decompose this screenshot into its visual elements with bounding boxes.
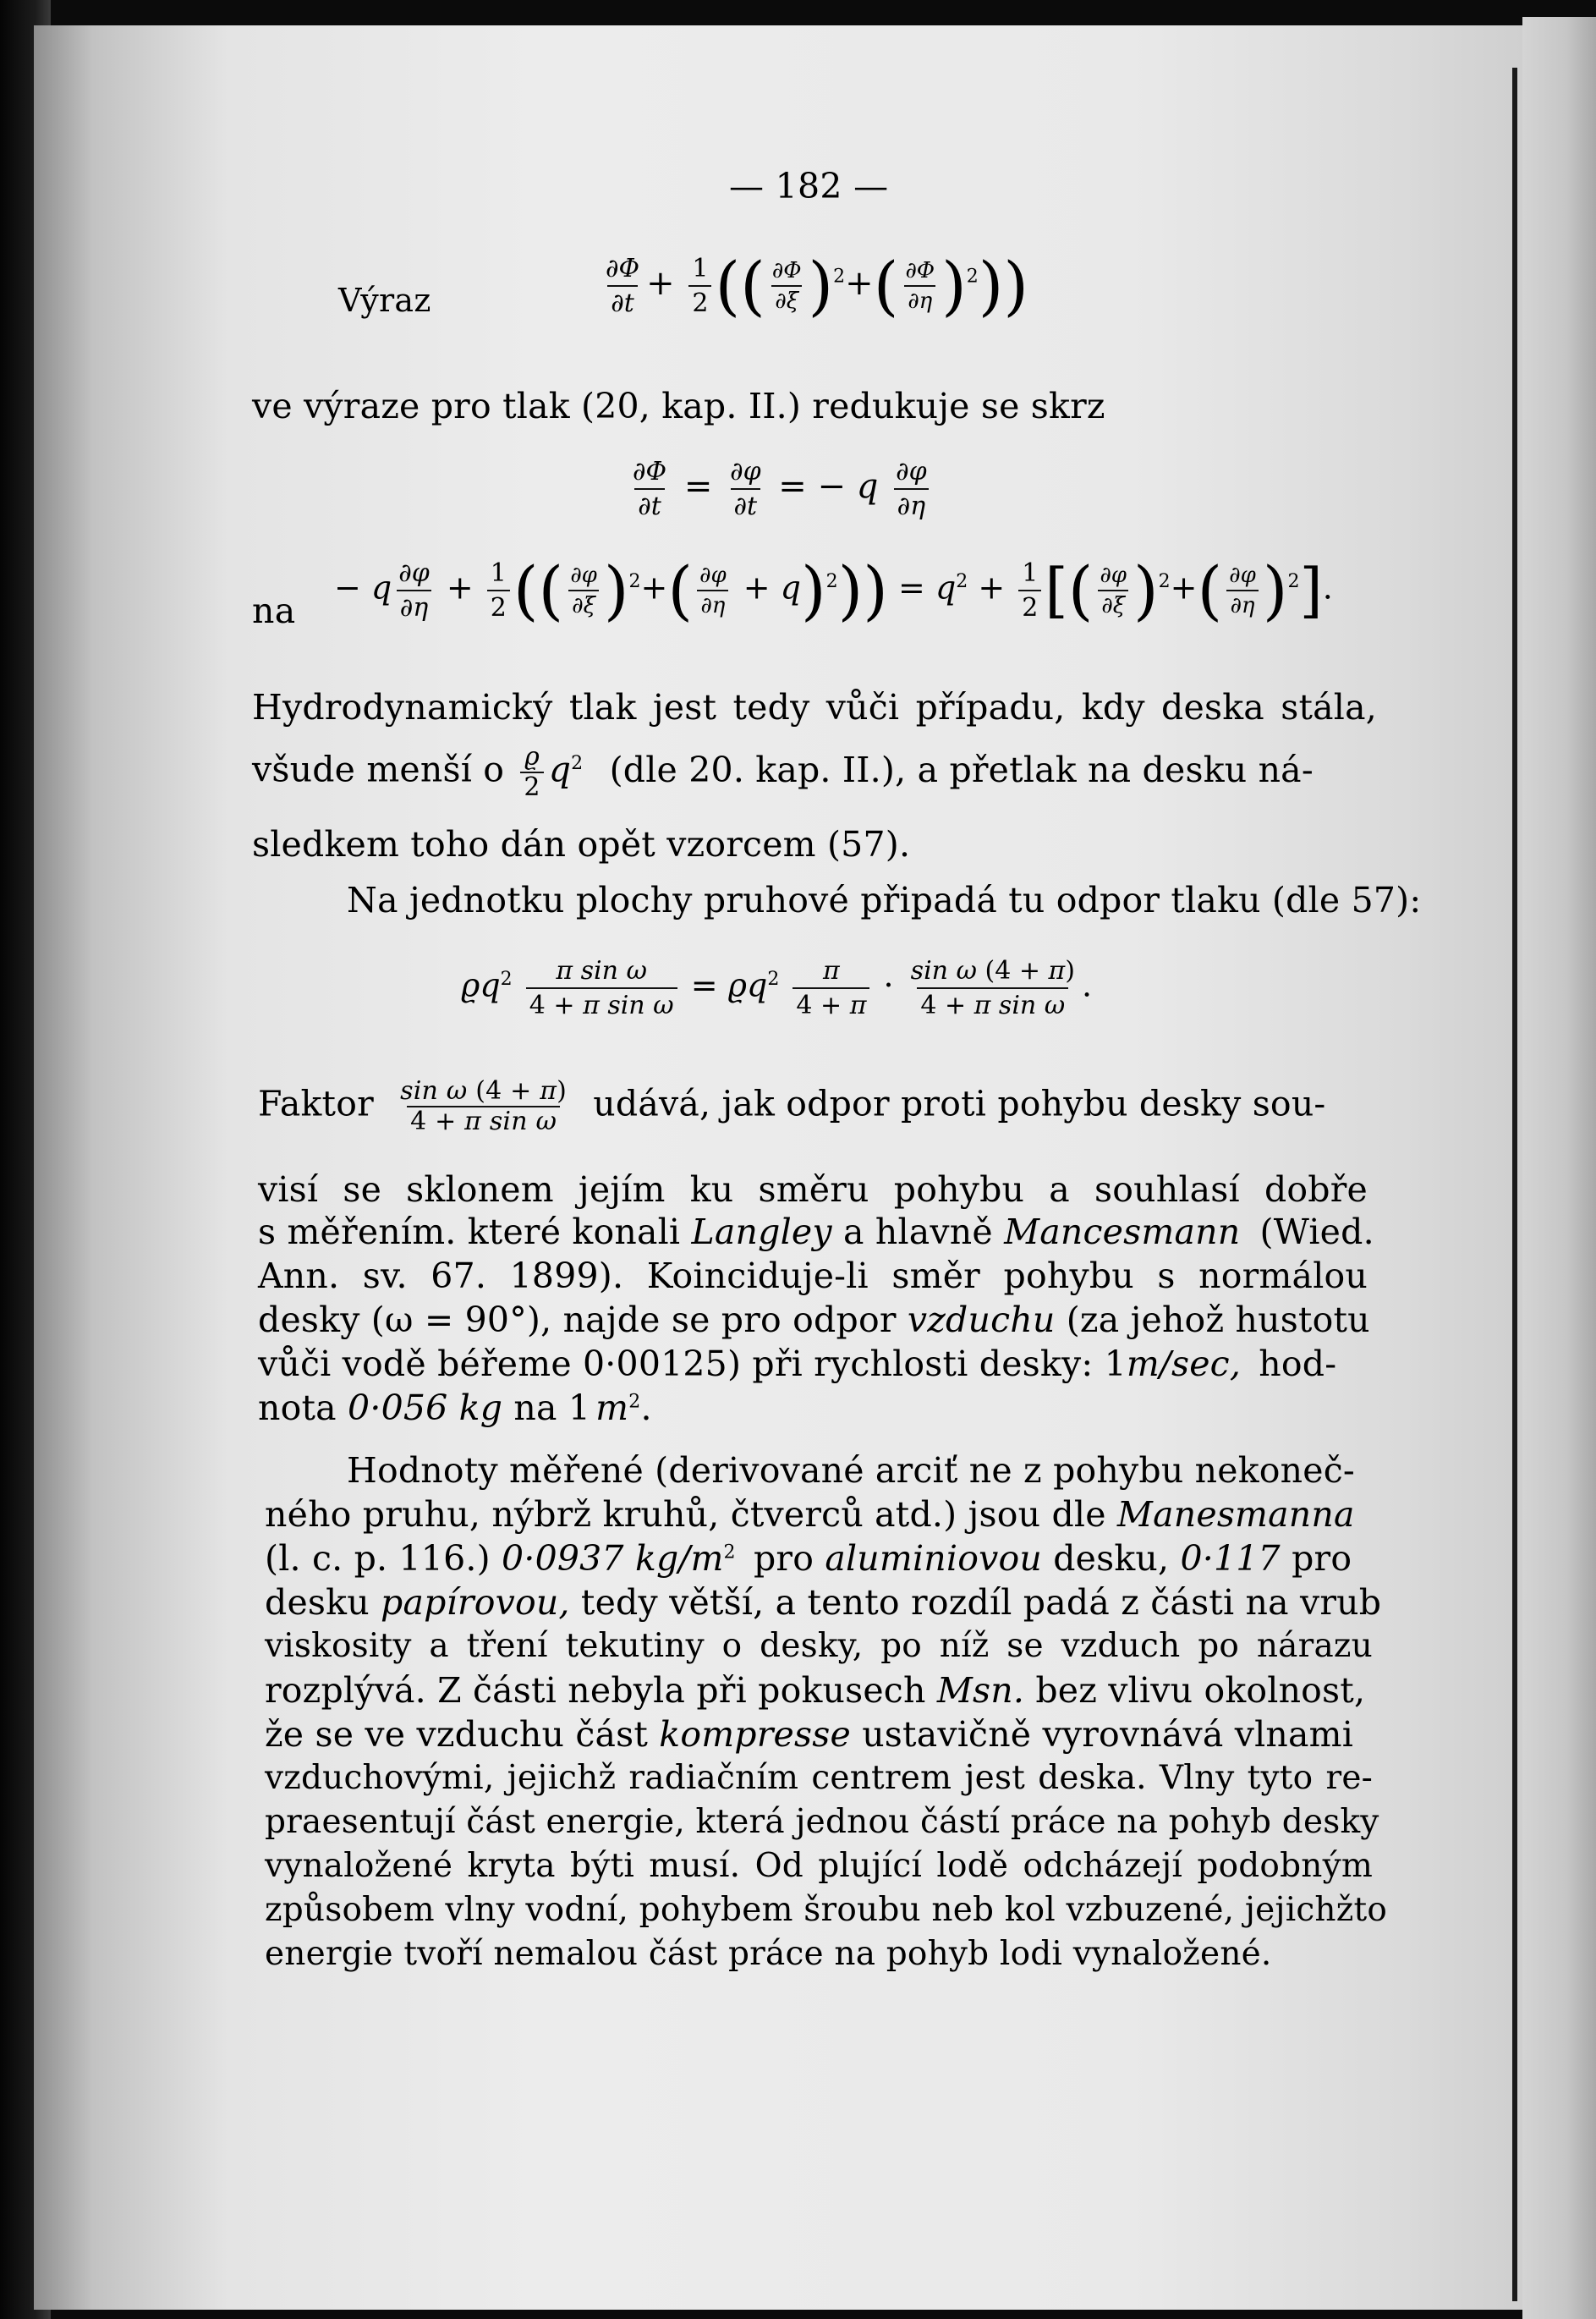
- text-line: visí se sklonem jejím ku směru pohybu a souhlasí dobře: [258, 1169, 1368, 1210]
- text-fragment: ustavičně vyrovnává vlnami: [862, 1714, 1354, 1755]
- value: 0·056 kg: [348, 1388, 503, 1428]
- text-fragment: udává, jak odpor proti pohybu desky sou-: [593, 1083, 1326, 1124]
- text-fragment: ného pruhu, nýbrž kruhů, čtverců atd.) jsou dle: [265, 1494, 1106, 1535]
- text-line: [258, 1212, 1374, 1252]
- emphasis: aluminiovou: [825, 1538, 1042, 1579]
- text-fragment: (za jehož hustotu: [1066, 1300, 1370, 1340]
- formula-resistance: $ϱq^2$ $\frac{\text{π sin ω}}{\text{4 + π sin ω}}$ = $ϱq^2$ $\frac{\pi}{4 + \pi}$ · $\frac{\text{sin ω (4 + π)}}{\text{4 + π sin ω}}$ .: [461, 956, 1093, 1020]
- unit: m/sec,: [1126, 1344, 1242, 1384]
- emphasis: papírovou,: [381, 1582, 570, 1623]
- author-name: Mancesmann: [1004, 1212, 1241, 1252]
- text-line: všude menší o $\frac{ϱ}{2}$ $q^2$ (dle 20. kap. II.), a přetlak na desku ná-: [252, 742, 1314, 802]
- text-line: [265, 1494, 1355, 1535]
- text-fragment: Faktor: [258, 1083, 374, 1124]
- rho-half-fraction: $\frac{ϱ}{2}$: [520, 745, 543, 800]
- text-fragment: bez vlivu okolnost,: [1035, 1670, 1366, 1711]
- text-line: [265, 1582, 1382, 1623]
- text-fragment: že se ve vzduchu část: [265, 1714, 649, 1755]
- text-line: energie tvoří nemalou část práce na pohyb lodi vynaložené.: [265, 1935, 1272, 1973]
- text-line: Hydrodynamický tlak jest tedy vůči případu, kdy deska stála,: [252, 687, 1377, 728]
- text-fragment: (Wied.: [1259, 1212, 1374, 1252]
- text-line: nota 0·056 kg na 1 $m^2$.: [258, 1388, 652, 1428]
- text-line: Ann. sv. 67. 1899). Koinciduje-li směr pohybu s normálou: [258, 1256, 1368, 1296]
- text-fragment: rozplývá. Z části nebyla při pokusech: [265, 1670, 926, 1711]
- text-line: [258, 1300, 1370, 1340]
- unit: m: [595, 1388, 629, 1428]
- text-line: Na jednotku plochy pruhové připadá tu odpor tlaku (dle 57):: [347, 880, 1422, 920]
- text-line: [265, 1670, 1366, 1711]
- text-line: způsobem vlny vodní, pohybem šroubu neb kol vzbuzené, jejichžto: [265, 1891, 1388, 1929]
- text-line: [258, 1076, 1326, 1136]
- text-line: vynaložené kryta býti musí. Od plující lodě odcházejí podobným: [265, 1847, 1373, 1885]
- page-binding-edge: [1512, 68, 1517, 2301]
- text-line: ve výraze pro tlak (20, kap. II.) redukuje se skrz: [252, 386, 1105, 426]
- text-line: [265, 1714, 1354, 1755]
- adjacent-page-edge: [1522, 17, 1596, 2319]
- formula-label: Výraz: [338, 282, 431, 319]
- text-fragment: a hlavně: [842, 1212, 993, 1252]
- formula-pressure-expansion: − q $\frac{\partial\varphi}{\partial\eta}$ + $\frac{1}{2}$ (( $\frac{\partial\varphi}{\partial\xi}$ )$^2$+( $\frac{\partial\varphi}{\partial\eta}$ + $q)^2)) = q^2$ + $\frac{1}{2}$ [( $\frac{\partial\varphi}{\partial\xi}$ )$^2$+( $\frac{\partial\varphi}{\partial\eta}$ )$^2$].: [334, 552, 1333, 628]
- text-fragment: pro: [753, 1538, 814, 1579]
- text-fragment: (dle 20. kap. II.), a přetlak na desku ná-: [609, 749, 1314, 790]
- text-fragment: (l. c. p. 116.): [265, 1538, 491, 1579]
- text-fragment: pro: [1292, 1538, 1352, 1579]
- emphasis: vzduchu: [907, 1300, 1056, 1340]
- text-line: praesentují část energie, která jednou částí práce na pohyb desky: [265, 1803, 1379, 1841]
- author-name: Langley: [691, 1212, 832, 1252]
- text-fragment: na 1: [513, 1388, 591, 1428]
- text-line: Hodnoty měřené (derivované arciť ne z pohybu nekoneč-: [347, 1450, 1355, 1491]
- abbreviation: Msn.: [936, 1670, 1025, 1711]
- emphasis: kompresse: [659, 1714, 851, 1755]
- text-line: vzduchovými, jejichž radiačním centrem jest deska. Vlny tyto re-: [265, 1759, 1373, 1797]
- value: 0·117: [1180, 1538, 1281, 1579]
- text-line: viskosity a tření tekutiny o desky, po níž se vzduch po nárazu: [265, 1627, 1373, 1665]
- page-number: — 182 —: [729, 166, 889, 206]
- text-line: (l. c. p. 116.) 0·0937 $kg/m^2$ pro aluminiovou desku, 0·117 pro: [265, 1538, 1352, 1579]
- text-fragment: s měřením. které konali: [258, 1212, 681, 1252]
- text-fragment: nota: [258, 1388, 337, 1428]
- text-line: sledkem toho dán opět vzorcem (57).: [252, 824, 911, 865]
- text-line: [258, 1344, 1337, 1384]
- text-fragment: všude menší o: [252, 749, 505, 790]
- text-fragment: desky (ω = 90°), najde se pro odpor: [258, 1300, 897, 1340]
- formula-derivative-relation: $\frac{\partial\Phi}{\partial t}$ = $\frac{\partial\varphi}{\partial t}$ = − q $\frac{\partial\varphi}{\partial\eta}$: [626, 457, 934, 521]
- faktor-fraction: $\frac{\text{sin ω (4 + π)}}{\text{4 + π sin ω}}$: [400, 1076, 568, 1136]
- text-fragment: desku,: [1053, 1538, 1170, 1579]
- value: 0·0937 kg/m: [502, 1538, 724, 1579]
- formula-expression: $\frac{\partial\Phi}{\partial t}$ + $\frac{1}{2}$ (( $\frac{\partial\Phi}{\partial\xi}$ )$^2$+( $\frac{\partial\Phi}{\partial\eta}$ )$^2$)): [606, 247, 1029, 323]
- text-fragment: vůči vodě béřeme 0·00125) při rychlosti desky: 1: [258, 1344, 1127, 1384]
- text-fragment: hod-: [1259, 1344, 1337, 1384]
- text-fragment: tedy větší, a tento rozdíl padá z části na vrub: [580, 1582, 1382, 1623]
- text-fragment: desku: [265, 1582, 370, 1623]
- equation-label-na: na: [252, 591, 296, 631]
- author-name: Manesmanna: [1116, 1494, 1355, 1535]
